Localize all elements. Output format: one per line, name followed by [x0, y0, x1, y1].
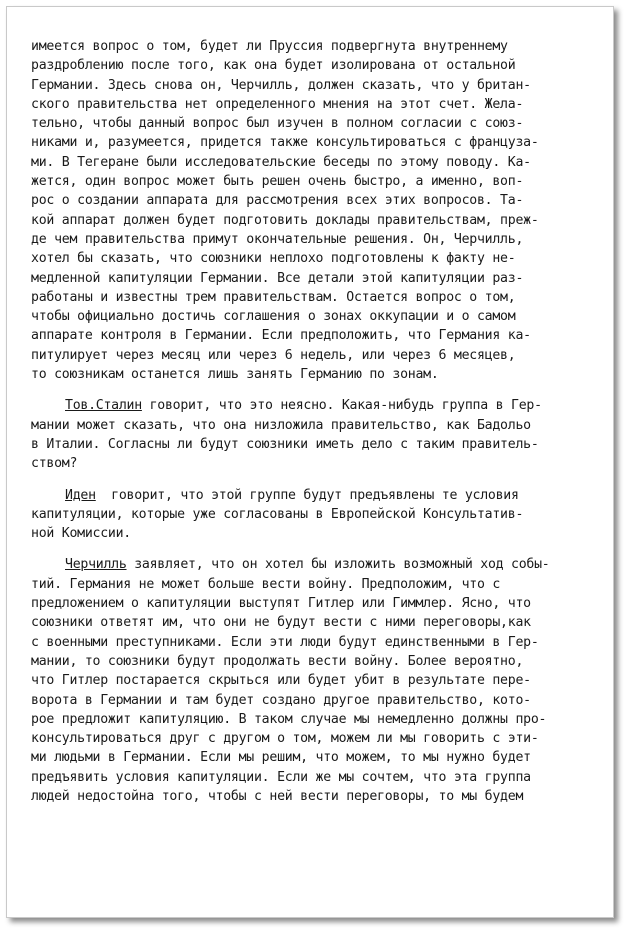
document-text	[31, 37, 591, 806]
text-line: аппарате контроля в Германии. Если предположить, что Германия ка-	[31, 328, 531, 344]
text-line: ворота в Германии и там будет создано другое правительство, кото-	[31, 692, 531, 708]
text-line: с военными преступниками. Если эти люди будут единственными в Гер-	[31, 634, 539, 650]
text-line: раздроблению после того, как она будет изолирована от остальной	[31, 58, 516, 74]
line-rest: говорит, что этой группе будут предъявлены те условия	[95, 487, 519, 503]
text-line: ством?	[31, 456, 78, 472]
text-line: то союзникам останется лишь занять Германию по зонам.	[31, 367, 439, 383]
text-line: союзники ответят им, что они не будут вести с ними переговоры,как	[31, 615, 531, 631]
paragraph-gap	[31, 384, 591, 396]
text-line: ми. В Тегеране были исследовательские беседы по этому поводу. Ка-	[31, 154, 531, 170]
line-rest: заявляет, что он хотел бы изложить возможный ход собы-	[126, 557, 550, 573]
text-line: кой аппарат должен будет подготовить доклады правительствам, преж-	[31, 212, 539, 228]
text-line	[31, 555, 591, 574]
speaker-eden: Иден	[65, 487, 96, 503]
text-line: медленной капитуляции Германии. Все детали этой капитуляции раз-	[31, 270, 524, 286]
document-page	[6, 6, 614, 918]
text-line: капитуляции, которые уже согласованы в Европейской Консультатив-	[31, 506, 524, 522]
text-line: рое предложит капитуляцию. В таком случае мы немедленно должны про-	[31, 711, 547, 727]
text-line: Германии. Здесь снова он, Черчилль, должен сказать, что у британ-	[31, 77, 531, 93]
paragraph-2	[31, 396, 591, 473]
line-rest: говорит, что это неясно. Какая-нибудь группа в Гер-	[141, 398, 542, 414]
text-line: жется, один вопрос может быть решен очень быстро, а именно, воп-	[31, 174, 524, 190]
text-line: мании может сказать, что она низложила правительство, как Бадольо	[31, 417, 531, 433]
text-line: никами и, разумеется, придется также консультироваться с француза-	[31, 135, 539, 151]
text-line: консультироваться друг с другом о том, можем ли мы говорить с эти-	[31, 731, 539, 747]
paragraph-4	[31, 555, 591, 806]
text-line: в Италии. Согласны ли будут союзники иметь дело с таким правитель-	[31, 436, 539, 452]
text-line: ми людьми в Германии. Если мы решим, что можем, то мы нужно будет	[31, 750, 531, 766]
text-line	[31, 486, 591, 505]
text-line: хотел бы сказать, что союзники неплохо подготовлены к факту не-	[31, 251, 516, 267]
text-line: мании, то союзники будут продолжать вести войну. Более вероятно,	[31, 653, 524, 669]
speaker-stalin: Тов.Сталин	[65, 398, 142, 414]
text-line: предъявить условия капитуляции. Если же мы сочтем, что эта группа	[31, 769, 531, 785]
text-line: ского правительства нет определенного мнения на этот счет. Жела-	[31, 96, 524, 112]
speaker-churchill: Черчилль	[65, 557, 127, 573]
paragraph-3	[31, 486, 591, 544]
text-line: тий. Германия не может больше вести войну. Предположим, что с	[31, 576, 501, 592]
text-line: предложением о капитуляции выступят Гитлер или Гиммлер. Ясно, что	[31, 596, 531, 612]
text-line	[31, 396, 591, 415]
paragraph-1	[31, 37, 591, 384]
text-line: работаны и известны трем правительствам. Остается вопрос о том,	[31, 289, 516, 305]
text-line: тельно, чтобы данный вопрос был изучен в полном согласии с союз-	[31, 116, 524, 132]
paragraph-gap	[31, 543, 591, 555]
text-line: что Гитлер постарается скрыться или будет убит в результате пере-	[31, 673, 531, 689]
text-line: имеется вопрос о том, будет ли Пруссия подвергнута внутреннему	[31, 39, 508, 54]
text-line: ной Комиссии.	[31, 526, 131, 542]
text-line: чтобы официально достичь соглашения о зонах оккупации и о самом	[31, 309, 516, 325]
text-line: де чем правительства примут окончательные решения. Он, Черчилль,	[31, 231, 524, 247]
text-line: питулирует через месяц или через 6 недель, или через 6 месяцев,	[31, 347, 516, 363]
text-line: рос о создании аппарата для рассмотрения всех этих вопросов. Та-	[31, 193, 524, 209]
text-line: людей недостойна того, чтобы с ней вести переговоры, то мы будем	[31, 788, 524, 804]
paragraph-gap	[31, 474, 591, 486]
